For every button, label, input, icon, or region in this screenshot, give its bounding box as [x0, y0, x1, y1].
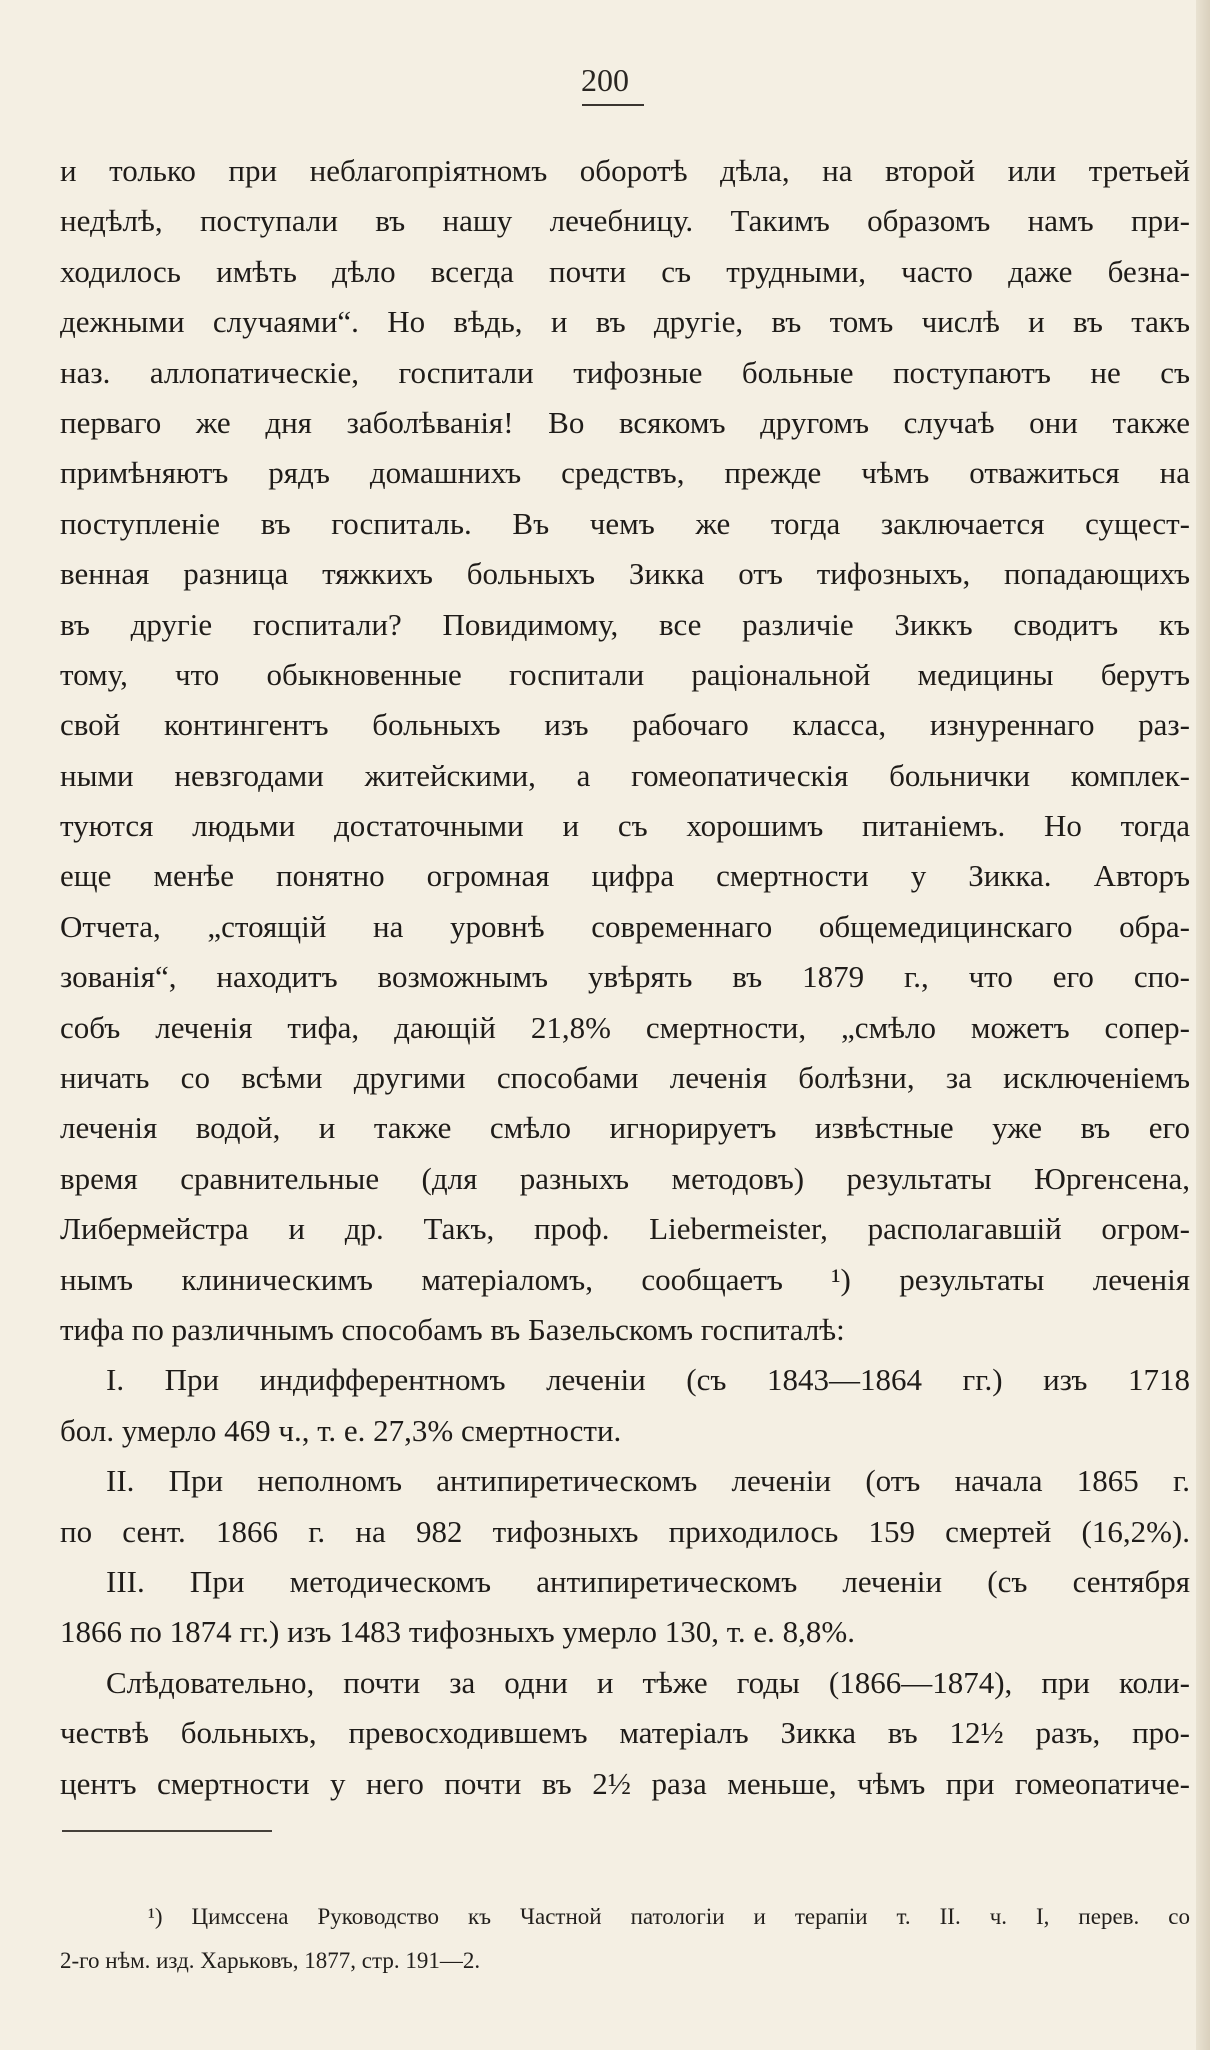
text-line: зованія“, находитъ возможнымъ увѣрять въ 1879 г., что его спо- — [60, 959, 1190, 995]
text-line: тому, что обыкновенные госпитали раціональной медицины берутъ — [60, 656, 1190, 692]
text-line: чествѣ больныхъ, превосходившемъ матеріалъ Зикка въ 12½ разъ, про- — [60, 1715, 1190, 1751]
list-item-2-line: II. При неполномъ антипиретическомъ леченіи (отъ начала 1865 г. — [106, 1463, 1190, 1499]
page-number-underline — [582, 104, 644, 106]
text-line: Либермейстра и др. Такъ, проф. Liebermeister, располагавшій огром- — [60, 1211, 1190, 1247]
text-line: дежными случаями“. Но вѣдь, и въ другіе, въ томъ числѣ и въ такъ — [60, 304, 1190, 340]
text-line: перваго же дня заболѣванія! Во всякомъ другомъ случаѣ они также — [60, 404, 1190, 440]
text-line: нымъ клиническимъ матеріаломъ, сообщаетъ ¹) результаты леченія — [60, 1261, 1190, 1297]
text-line: въ другіе госпитали? Повидимому, все различіе Зиккъ сводитъ къ — [60, 606, 1190, 642]
text-line: ходилось имѣть дѣло всегда почти съ трудными, часто даже безна- — [60, 253, 1190, 289]
text-line: собъ леченія тифа, дающій 21,8% смертности, „смѣло можетъ сопер- — [60, 1009, 1190, 1045]
text-line: примѣняютъ рядъ домашнихъ средствъ, прежде чѣмъ отважиться на — [60, 455, 1190, 491]
list-item-1-line: бол. умерло 469 ч., т. е. 27,3% смертности. — [60, 1412, 622, 1448]
text-line: центъ смертности у него почти въ 2½ раза меньше, чѣмъ при гомеопатиче- — [60, 1765, 1190, 1801]
list-item-3-line: 1866 по 1874 гг.) изъ 1483 тифозныхъ умерло 130, т. е. 8,8%. — [60, 1614, 855, 1650]
footnote — [60, 1895, 1190, 1983]
list-item-1-line: I. При индифферентномъ леченіи (съ 1843—1864 гг.) изъ 1718 — [106, 1362, 1190, 1398]
text-line: свой контингентъ больныхъ изъ рабочаго класса, изнуреннаго раз- — [60, 707, 1190, 743]
list-item-3-line: III. При методическомъ антипиретическомъ леченіи (съ сентября — [106, 1563, 1190, 1599]
text-line: ничать со всѣми другими способами леченія болѣзни, за исключеніемъ — [60, 1060, 1190, 1096]
text-line: леченія водой, и также смѣло игнорируетъ извѣстные уже въ его — [60, 1110, 1190, 1146]
text-line: поступленіе въ госпиталь. Въ чемъ же тогда заключается сущест- — [60, 505, 1190, 541]
body-text — [60, 146, 1190, 1809]
text-line: Слѣдовательно, почти за одни и тѣже годы (1866—1874), при коли- — [106, 1664, 1190, 1700]
text-line: наз. аллопатическіе, госпитали тифозные больные поступаютъ не съ — [60, 354, 1190, 390]
page-edge — [1196, 0, 1210, 2050]
text-line: и только при неблагопріятномъ оборотѣ дѣла, на второй или третьей — [60, 153, 1190, 188]
footnote-line: 2-го нѣм. изд. Харьковъ, 1877, стр. 191—2. — [60, 1948, 481, 1973]
text-line: недѣлѣ, поступали въ нашу лечебницу. Такимъ образомъ намъ при- — [60, 203, 1190, 239]
text-line: тифа по различнымъ способамъ въ Базельскомъ госпиталѣ: — [60, 1311, 845, 1347]
text-line: Отчета, „стоящій на уровнѣ современнаго общемедицинскаго обра- — [60, 908, 1190, 944]
text-line: еще менѣе понятно огромная цифра смертности у Зикка. Авторъ — [60, 858, 1190, 894]
list-item-2-line: по сент. 1866 г. на 982 тифозныхъ приходилось 159 смертей (16,2%). — [60, 1513, 1190, 1549]
text-line: венная разница тяжкихъ больныхъ Зикка отъ тифозныхъ, попадающихъ — [60, 556, 1190, 592]
footnote-divider — [62, 1830, 272, 1832]
text-line: туются людьми достаточными и съ хорошимъ питаніемъ. Но тогда — [60, 808, 1190, 844]
footnote-line: ¹) Цимссена Руководство къ Частной патологіи и терапіи т. II. ч. I, перев. со — [148, 1904, 1190, 1929]
text-line: время сравнительные (для разныхъ методовъ) результаты Юргенсена, — [60, 1160, 1190, 1196]
page-number: 200 — [581, 62, 629, 98]
text-line: ными невзгодами житейскими, а гомеопатическія больнички комплек- — [60, 757, 1190, 793]
